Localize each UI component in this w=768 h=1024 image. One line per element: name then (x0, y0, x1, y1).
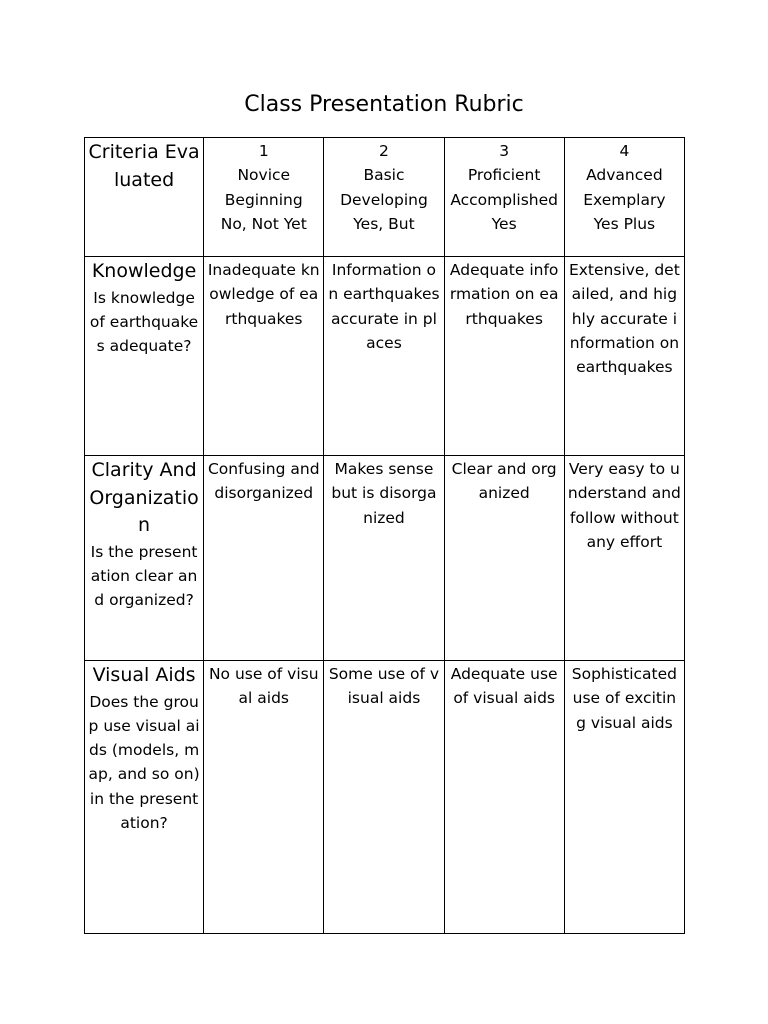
criterion-question: Does the group use visual aids (models, map, and so on) in the presentation? (88, 692, 200, 832)
criterion-title: Visual Aids (92, 664, 196, 686)
level-number: 3 (499, 142, 510, 160)
rubric-cell: Some use of visual aids (324, 661, 444, 934)
rubric-table (84, 137, 685, 934)
level-name: Novice (237, 166, 291, 185)
level-answer: Yes, But (353, 214, 415, 233)
criteria-header-cell (85, 138, 204, 257)
level-4-header-cell (564, 138, 684, 257)
level-name: Basic (363, 166, 405, 185)
level-name: Advanced (586, 166, 663, 185)
rubric-cell: Extensive, detailed, and highly accurate information on earthquakes (564, 257, 684, 456)
level-2-header-cell (324, 138, 444, 257)
criteria-header-label: Criteria Evaluated (88, 141, 200, 191)
rubric-cell: Very easy to understand and follow without any effort (564, 456, 684, 661)
table-row (85, 257, 685, 456)
rubric-cell: Clear and organized (444, 456, 564, 661)
level-number: 1 (258, 142, 269, 160)
criterion-question: Is knowledge of earthquakes adequate? (89, 288, 199, 356)
level-answer: Yes (491, 214, 517, 233)
level-answer: No, Not Yet (220, 214, 307, 233)
rubric-cell: Makes sense but is disorganized (324, 456, 444, 661)
level-stage: Accomplished (450, 190, 558, 209)
rubric-cell: Inadequate knowledge of earthquakes (204, 257, 324, 456)
level-answer: Yes Plus (593, 214, 656, 233)
level-number: 2 (379, 142, 389, 160)
rubric-cell: Confusing and disorganized (204, 456, 324, 661)
table-row (85, 661, 685, 934)
criterion-title: Knowledge (91, 260, 197, 282)
rubric-cell: Information on earthquakes accurate in places (324, 257, 444, 456)
level-stage: Beginning (224, 190, 303, 209)
rubric-cell: Adequate information on earthquakes (444, 257, 564, 456)
criterion-cell (85, 661, 204, 934)
criterion-question: Is the presentation clear and organized? (90, 542, 198, 610)
header-row (85, 138, 685, 257)
level-stage: Exemplary (583, 190, 666, 209)
level-stage: Developing (340, 190, 428, 209)
level-name: Proficient (467, 166, 541, 185)
criterion-cell (85, 257, 204, 456)
level-3-header-cell (444, 138, 564, 257)
level-1-header-cell (204, 138, 324, 257)
criterion-title: Clarity And Organization (89, 459, 199, 536)
table-row (85, 456, 685, 661)
rubric-cell: Adequate use of visual aids (444, 661, 564, 934)
rubric-cell: No use of visual aids (204, 661, 324, 934)
level-number: 4 (619, 142, 630, 160)
criterion-cell (85, 456, 204, 661)
page-title: Class Presentation Rubric (244, 92, 524, 117)
rubric-cell: Sophisticated use of exciting visual aids (564, 661, 684, 934)
